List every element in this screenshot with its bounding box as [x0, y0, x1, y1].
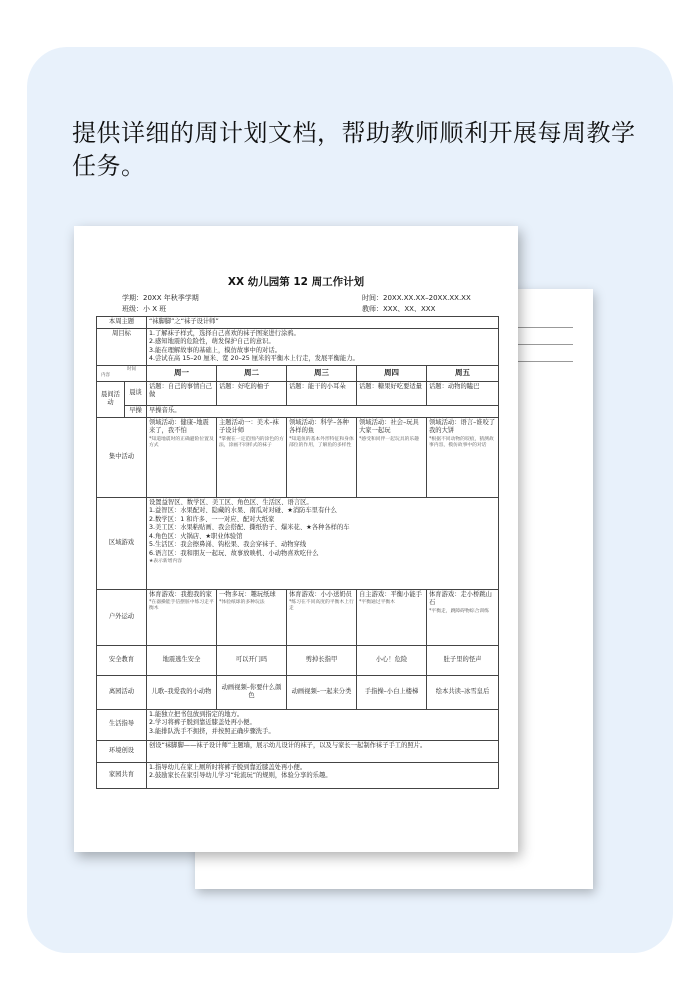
goal-label: 周目标 [97, 328, 147, 365]
exercise-label: 早操 [125, 405, 147, 417]
goal-item: 4.尝试在高 15–20 厘米、宽 20–25 厘米的平衡木上行走，发展平衡能力。 [149, 355, 359, 362]
area-line: 4.角色区：火锅店、★职业体验馆 [149, 532, 243, 540]
outdoor-note: *在器操能手信摆脏中练习走平衡木 [149, 600, 214, 612]
outdoor-cell [427, 589, 499, 645]
area-line: 2.数学区：1 和许多、一一对应、配对大纸家 [149, 515, 275, 523]
home-line: 2.鼓励家长在家引导幼儿学习“轮流玩”的规则，体验分享的乐趣。 [149, 772, 332, 779]
theme-label: 本周主题 [97, 317, 147, 329]
leave-cell: 动画视频–你要什么颜色 [217, 675, 287, 709]
outdoor-title: 自主游戏：平衡小能手 [359, 590, 422, 598]
table-row [97, 381, 499, 405]
outdoor-cell [217, 589, 287, 645]
area-line: 5.生活区：我会擦鼻涕、钩松果、我会穿袜子、动物穿线 [149, 541, 307, 548]
area-cell [147, 497, 499, 589]
exercise-value: 早操音乐。 [147, 405, 499, 417]
day-header: 周一 [147, 365, 217, 381]
focus-note: *知道地震时的正确避险位置及方式 [149, 436, 214, 448]
morning-label: 晨间活动 [97, 381, 125, 417]
goal-item: 1.了解袜子样式，选择自己喜欢的袜子图案进行涂鸦。 [149, 329, 300, 337]
life-line: 2.学习将裤子脱到靠近膝盖处再小便。 [149, 719, 256, 726]
life-line: 1.能独立把书包放到指定的地方。 [149, 710, 244, 718]
table-row [97, 740, 499, 762]
table-row [97, 317, 499, 329]
focus-cell [287, 417, 357, 497]
outdoor-note: *体验纸球的多种玩法 [219, 600, 265, 605]
leave-cell: 手指操–小白上楼梯 [357, 675, 427, 709]
talk-cell: 话题：动物的瞌巴 [427, 381, 499, 405]
day-header: 周二 [217, 365, 287, 381]
area-line: 3.美工区：水果粘贴画、我会搭配、撕纸豹子、爆米花、★各种各样的车 [149, 524, 350, 531]
outdoor-title: 体育游戏：走小桥跳山石 [429, 590, 492, 606]
env-label: 环境创设 [97, 740, 147, 762]
outdoor-title: 体育游戏：我抱我的家 [149, 590, 212, 598]
focus-title: 领域活动：语言–谁咬了我的大饼 [429, 418, 496, 434]
home-line: 1.指导幼儿在家上厕所时将裤子脱到靠近膝盖处再小便。 [149, 763, 307, 771]
life-label: 生活指导 [97, 709, 147, 740]
safety-cell: 剪掉长指甲 [287, 645, 357, 675]
class-text: 班级：小 X 班 [122, 305, 167, 313]
table-row [97, 675, 499, 709]
outdoor-title: 一物多玩：趣玩纸球 [219, 590, 276, 598]
talk-cell: 话题：糖果好吃要适量 [357, 381, 427, 405]
leave-cell: 儿歌–我爱我的小动物 [147, 675, 217, 709]
table-row [97, 762, 499, 788]
table-row [97, 709, 499, 740]
outdoor-title: 体育游戏：小小送奶员 [289, 590, 352, 598]
teacher-text: 教师：XXX、XX、XXX [362, 305, 436, 313]
area-line: 设置益智区、数学区、美工区、角色区、生活区、语言区。 [149, 498, 313, 506]
area-line: 1.益智区：水果配对、隐藏的水果、南瓜对对碰、★消防车里有什么 [149, 507, 337, 514]
table-row [97, 645, 499, 675]
area-line: 6.语言区：我和朋友一起玩、故事放映机、小动物喜欢吃什么 [149, 549, 319, 557]
focus-note: *掌握在一定范围内的涂色的方法，涂画不同样式的袜子 [219, 436, 284, 448]
table-row [97, 589, 499, 645]
outdoor-cell [357, 589, 427, 645]
day-header: 周四 [357, 365, 427, 381]
outdoor-note: *练习在不同高度的平衡木上行走 [289, 600, 354, 612]
life-cell [147, 709, 499, 740]
outdoor-cell [147, 589, 217, 645]
leave-cell: 动画视频–一起来分类 [287, 675, 357, 709]
focus-cell [217, 417, 287, 497]
focus-note: *根据不同动物的咬痕，猜测故事内容，模仿故事中的对话 [429, 436, 494, 448]
corner-cell [97, 365, 147, 381]
home-cell [147, 762, 499, 788]
weekly-plan-page [74, 226, 518, 852]
leave-label: 离园活动 [97, 675, 147, 709]
outdoor-note: *平衡走，跳障碍物综合训练 [429, 608, 489, 614]
table-row [97, 405, 499, 417]
env-cell: 创设“袜脚脚——袜子设计师”主题墙，展示幼儿设计的袜子，以及与家长一起制作袜子手工的照片。 [147, 740, 499, 762]
safety-cell: 小心！危险 [357, 645, 427, 675]
headline: 提供详细的周计划文档，帮助教师顺利开展每周教学任务。 [72, 119, 636, 180]
time-text: 时间：20XX.XX.XX–20XX.XX.XX [362, 294, 471, 302]
area-note: ★表示新增内容 [149, 559, 183, 564]
corner-time: 时间 [127, 366, 136, 372]
outdoor-cell [287, 589, 357, 645]
safety-cell: 地震逃生安全 [147, 645, 217, 675]
focus-note: *知道鱼的基本外形特征和身体部位的作用，了解鱼的多样性 [289, 436, 354, 448]
focus-cell [427, 417, 499, 497]
day-header: 周三 [287, 365, 357, 381]
goal-item: 3.能在理解故事的基础上，模仿故事中的对话。 [149, 346, 281, 354]
talk-cell: 话题：好吃的柚子 [217, 381, 287, 405]
safety-label: 安全教育 [97, 645, 147, 675]
talk-cell: 话题：自己的事情自己做 [147, 381, 217, 405]
area-label: 区域游戏 [97, 497, 147, 589]
focus-title: 主题活动一：美术–袜子设计师 [219, 418, 279, 434]
goals-cell [147, 328, 499, 365]
life-line: 3.能排队洗手不拥挤，并按照正确步骤洗手。 [149, 727, 275, 735]
outdoor-label: 户外运动 [97, 589, 147, 645]
table-row [97, 365, 499, 381]
focus-title: 领域活动：健康–地震来了，我不怕 [149, 418, 209, 434]
goal-item: 2.感知地震的危险性，萌发保护自己的意识。 [149, 338, 275, 345]
focus-cell [357, 417, 427, 497]
focus-label: 集中活动 [97, 417, 147, 497]
theme-value: “袜脚脚”之“袜子设计师” [147, 317, 499, 329]
focus-title: 领域活动：社会–玩具大家一起玩 [359, 418, 419, 434]
focus-note: *感受和同伴一起玩具的乐趣 [359, 436, 419, 442]
plan-title: XX 幼儿园第 12 周工作计划 [227, 276, 365, 288]
focus-cell [147, 417, 217, 497]
corner-content: 内容 [101, 373, 110, 379]
plan-table [96, 316, 499, 789]
outdoor-note: *平衡通过平衡木 [359, 600, 395, 605]
safety-cell: 肚子里的怪声 [427, 645, 499, 675]
table-row [97, 417, 499, 497]
home-label: 家园共育 [97, 762, 147, 788]
talk-label: 晨谈 [125, 381, 147, 405]
day-header: 周五 [427, 365, 499, 381]
safety-cell: 可以开门吗 [217, 645, 287, 675]
talk-cell: 话题：能干的小耳朵 [287, 381, 357, 405]
table-row [97, 497, 499, 589]
semester-text: 学期：20XX 年秋季学期 [122, 294, 199, 302]
leave-cell: 绘本共读–冰雪皇后 [427, 675, 499, 709]
table-row [97, 328, 499, 365]
focus-title: 领域活动：科学–各种各样的鱼 [289, 418, 349, 434]
